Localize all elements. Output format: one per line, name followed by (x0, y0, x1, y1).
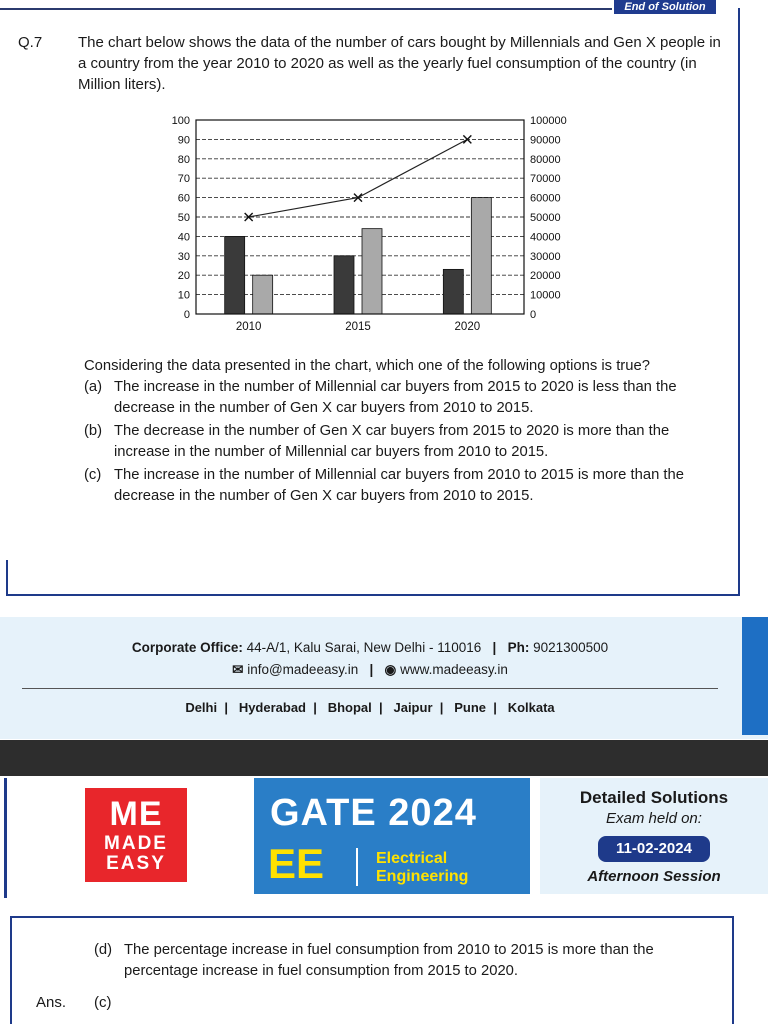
right-tick-label: 20000 (530, 270, 561, 283)
x-tick-label: 2010 (235, 321, 262, 333)
phone-label: Ph: (507, 640, 530, 655)
paper-separator (356, 848, 358, 886)
left-tick-label: 90 (177, 134, 190, 147)
bar-genx-2010 (225, 236, 245, 314)
right-tick-label: 50000 (530, 212, 561, 224)
right-tick-label: 60000 (530, 192, 561, 205)
end-of-solution-tag: End of Solution (614, 0, 716, 14)
continuation-frame-top (10, 916, 734, 918)
city: Kolkata (507, 700, 555, 715)
x-tick-label: 2020 (454, 321, 481, 333)
right-tick-label: 90000 (530, 134, 561, 147)
corporate-label: Corporate Office: (131, 640, 243, 655)
left-tick-label: 10 (177, 289, 190, 302)
footer-accent-bar (742, 617, 768, 735)
right-tick-label: 70000 (530, 173, 561, 186)
city: Hyderabad (238, 700, 307, 715)
question-prompt: Considering the data presented in the chart, which one of the following options is true? (84, 358, 650, 374)
made-easy-logo (85, 788, 187, 882)
city-list: Delhi | Hyderabad | Bhopal | Jaipur | Pune | Kolkata (185, 700, 555, 715)
answer-label: Ans. (36, 994, 67, 1011)
continuation-frame-right (732, 916, 734, 1024)
solutions-info-box (540, 778, 768, 894)
separator: | (485, 640, 504, 655)
question-number: Q.7 (18, 34, 43, 51)
question-frame-bottom (6, 594, 740, 596)
bar-millennial-2015 (362, 229, 382, 314)
question-text: The chart below shows the data of the number of cars bought by Millennials and Gen X people in a country from the year 2010 to 2020 as well as the yearly fuel consumption of the country (in Million liters). (78, 34, 721, 93)
city: Delhi (185, 700, 218, 715)
bar-millennial-2010 (253, 275, 273, 314)
left-tick-label: 30 (177, 250, 190, 263)
right-tick-label: 100000 (530, 115, 567, 127)
city: Jaipur (393, 700, 433, 715)
right-tick-label: 40000 (530, 231, 561, 244)
paper-code: EE (268, 840, 325, 887)
left-tick-label: 20 (177, 270, 190, 283)
right-tick-label: 30000 (530, 250, 561, 263)
website-link[interactable]: www.madeeasy.in (400, 662, 508, 677)
top-divider (0, 8, 612, 10)
right-tick-label: 80000 (530, 153, 561, 166)
corporate-office-line (0, 640, 740, 655)
left-tick-label: 60 (177, 192, 190, 205)
option-c-text: The increase in the number of Millennial car buyers from 2010 to 2015 is more than the decrease in the number of Gen X car buyers from 2010 to 2015. (114, 467, 684, 504)
x-tick-label: 2015 (345, 321, 371, 333)
mail-icon: ✉ (232, 662, 244, 677)
corporate-address: 44-A/1, Kalu Sarai, New Delhi - 110016 (246, 640, 482, 655)
gate-banner (254, 778, 530, 894)
option-a-label: (a) (84, 379, 103, 395)
option-d-text: The percentage increase in fuel consumption from 2010 to 2015 is more than the percentage increase in fuel consumption from 2015 to 2020. (124, 942, 654, 979)
question-frame-right (738, 8, 740, 596)
exam-held-label: Exam held on: (606, 810, 702, 827)
bar-millennial-2020 (471, 198, 491, 314)
city: Bhopal (327, 700, 372, 715)
right-tick-label: 10000 (530, 289, 561, 302)
logo-monogram: ME (109, 795, 163, 833)
left-tick-label: 100 (171, 115, 190, 127)
city: Pune (454, 700, 486, 715)
phone-number: 9021300500 (533, 640, 609, 655)
left-tick-label: 80 (177, 153, 190, 166)
paper-name-line1: Electrical (376, 850, 448, 867)
logo-made: MADE (104, 833, 168, 854)
email-link[interactable]: info@madeeasy.in (247, 662, 359, 677)
option-a-text: The increase in the number of Millennial car buyers from 2015 to 2020 is less than the decrease in the number of Gen X car buyers from 2010 to 2015. (114, 379, 677, 416)
left-tick-label: 40 (177, 231, 190, 244)
exam-title: GATE 2024 (270, 792, 477, 834)
option-b-label: (b) (84, 423, 103, 439)
contact-line: ✉ info@madeeasy.in | ◉ www.madeeasy.in (232, 662, 508, 677)
footer-divider (22, 688, 718, 689)
bar-genx-2020 (443, 269, 463, 314)
answer-value: (c) (94, 994, 112, 1011)
left-tick-label: 50 (177, 212, 190, 224)
exam-date-badge: 11-02-2024 (598, 836, 710, 862)
right-tick-label: 0 (530, 309, 537, 321)
question-frame-left (6, 560, 8, 596)
bar-genx-2015 (334, 256, 354, 314)
left-tick-label: 70 (177, 173, 190, 186)
option-b-text: The decrease in the number of Gen X car buyers from 2015 to 2020 is more than the increase in the number of Millennial car buyers from 2010 to 2015. (114, 423, 670, 460)
paper-name-line2: Engineering (376, 868, 469, 885)
continuation-frame-left (10, 916, 12, 1024)
globe-icon: ◉ (384, 662, 397, 677)
option-c-label: (c) (84, 467, 102, 483)
exam-session: Afternoon Session (587, 868, 721, 885)
footer-band (0, 617, 768, 739)
option-d-label: (d) (94, 942, 113, 958)
left-tick-label: 0 (183, 309, 190, 321)
logo-easy: EASY (106, 853, 166, 874)
fuel-point-2020 (463, 135, 471, 143)
car-buyers-fuel-chart (160, 112, 600, 338)
page-break-band (0, 740, 768, 776)
header-left-bar (4, 778, 7, 898)
solutions-title: Detailed Solutions (579, 788, 729, 807)
